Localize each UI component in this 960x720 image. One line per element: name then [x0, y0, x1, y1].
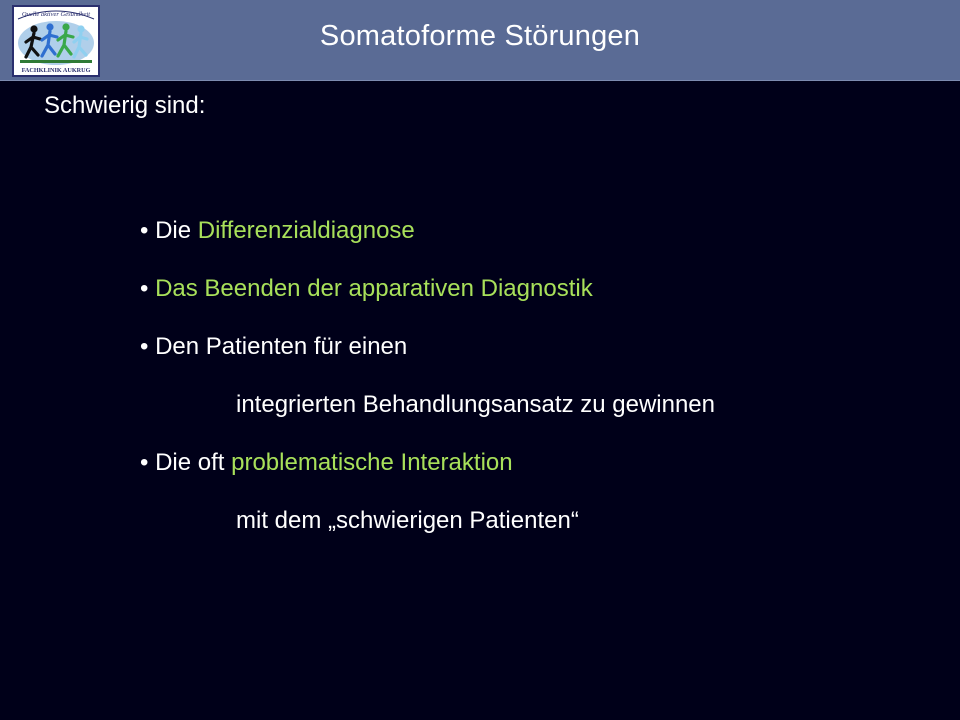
bullet-highlight: Differenzialdiagnose: [197, 217, 415, 244]
bullet-continuation-text: integrierten Behandlungsansatz zu gewinnen: [236, 391, 716, 418]
bullet-item: [140, 260, 715, 318]
header-bar: [0, 0, 960, 81]
bullet-highlight: problematische Interaktion: [231, 449, 513, 476]
section-heading: Schwierig sind:: [44, 92, 206, 119]
bullet-continuation: [140, 376, 715, 434]
bullet-item: [140, 434, 715, 492]
bullet-text: • Die oft: [140, 449, 232, 476]
bullet-continuation-text: mit dem „schwierigen Patienten“: [236, 507, 579, 534]
bullet-list: [140, 202, 715, 550]
bullet-text: • Die: [140, 217, 198, 244]
bullet-item: [140, 202, 715, 260]
logo-top-text: Quelle aktiver Gesundheit: [21, 11, 91, 18]
page-title: Somatoforme Störungen: [319, 20, 641, 52]
bullet-continuation: [140, 492, 715, 550]
bullet-text: • Den Patienten für einen: [140, 333, 408, 360]
bullet-text: •: [140, 275, 156, 302]
bullet-item: [140, 318, 715, 376]
bullet-highlight: Das Beenden der apparativen Diagnostik: [155, 275, 593, 302]
logo-bottom-text: FACHKLINIK AUKRUG: [21, 67, 91, 74]
